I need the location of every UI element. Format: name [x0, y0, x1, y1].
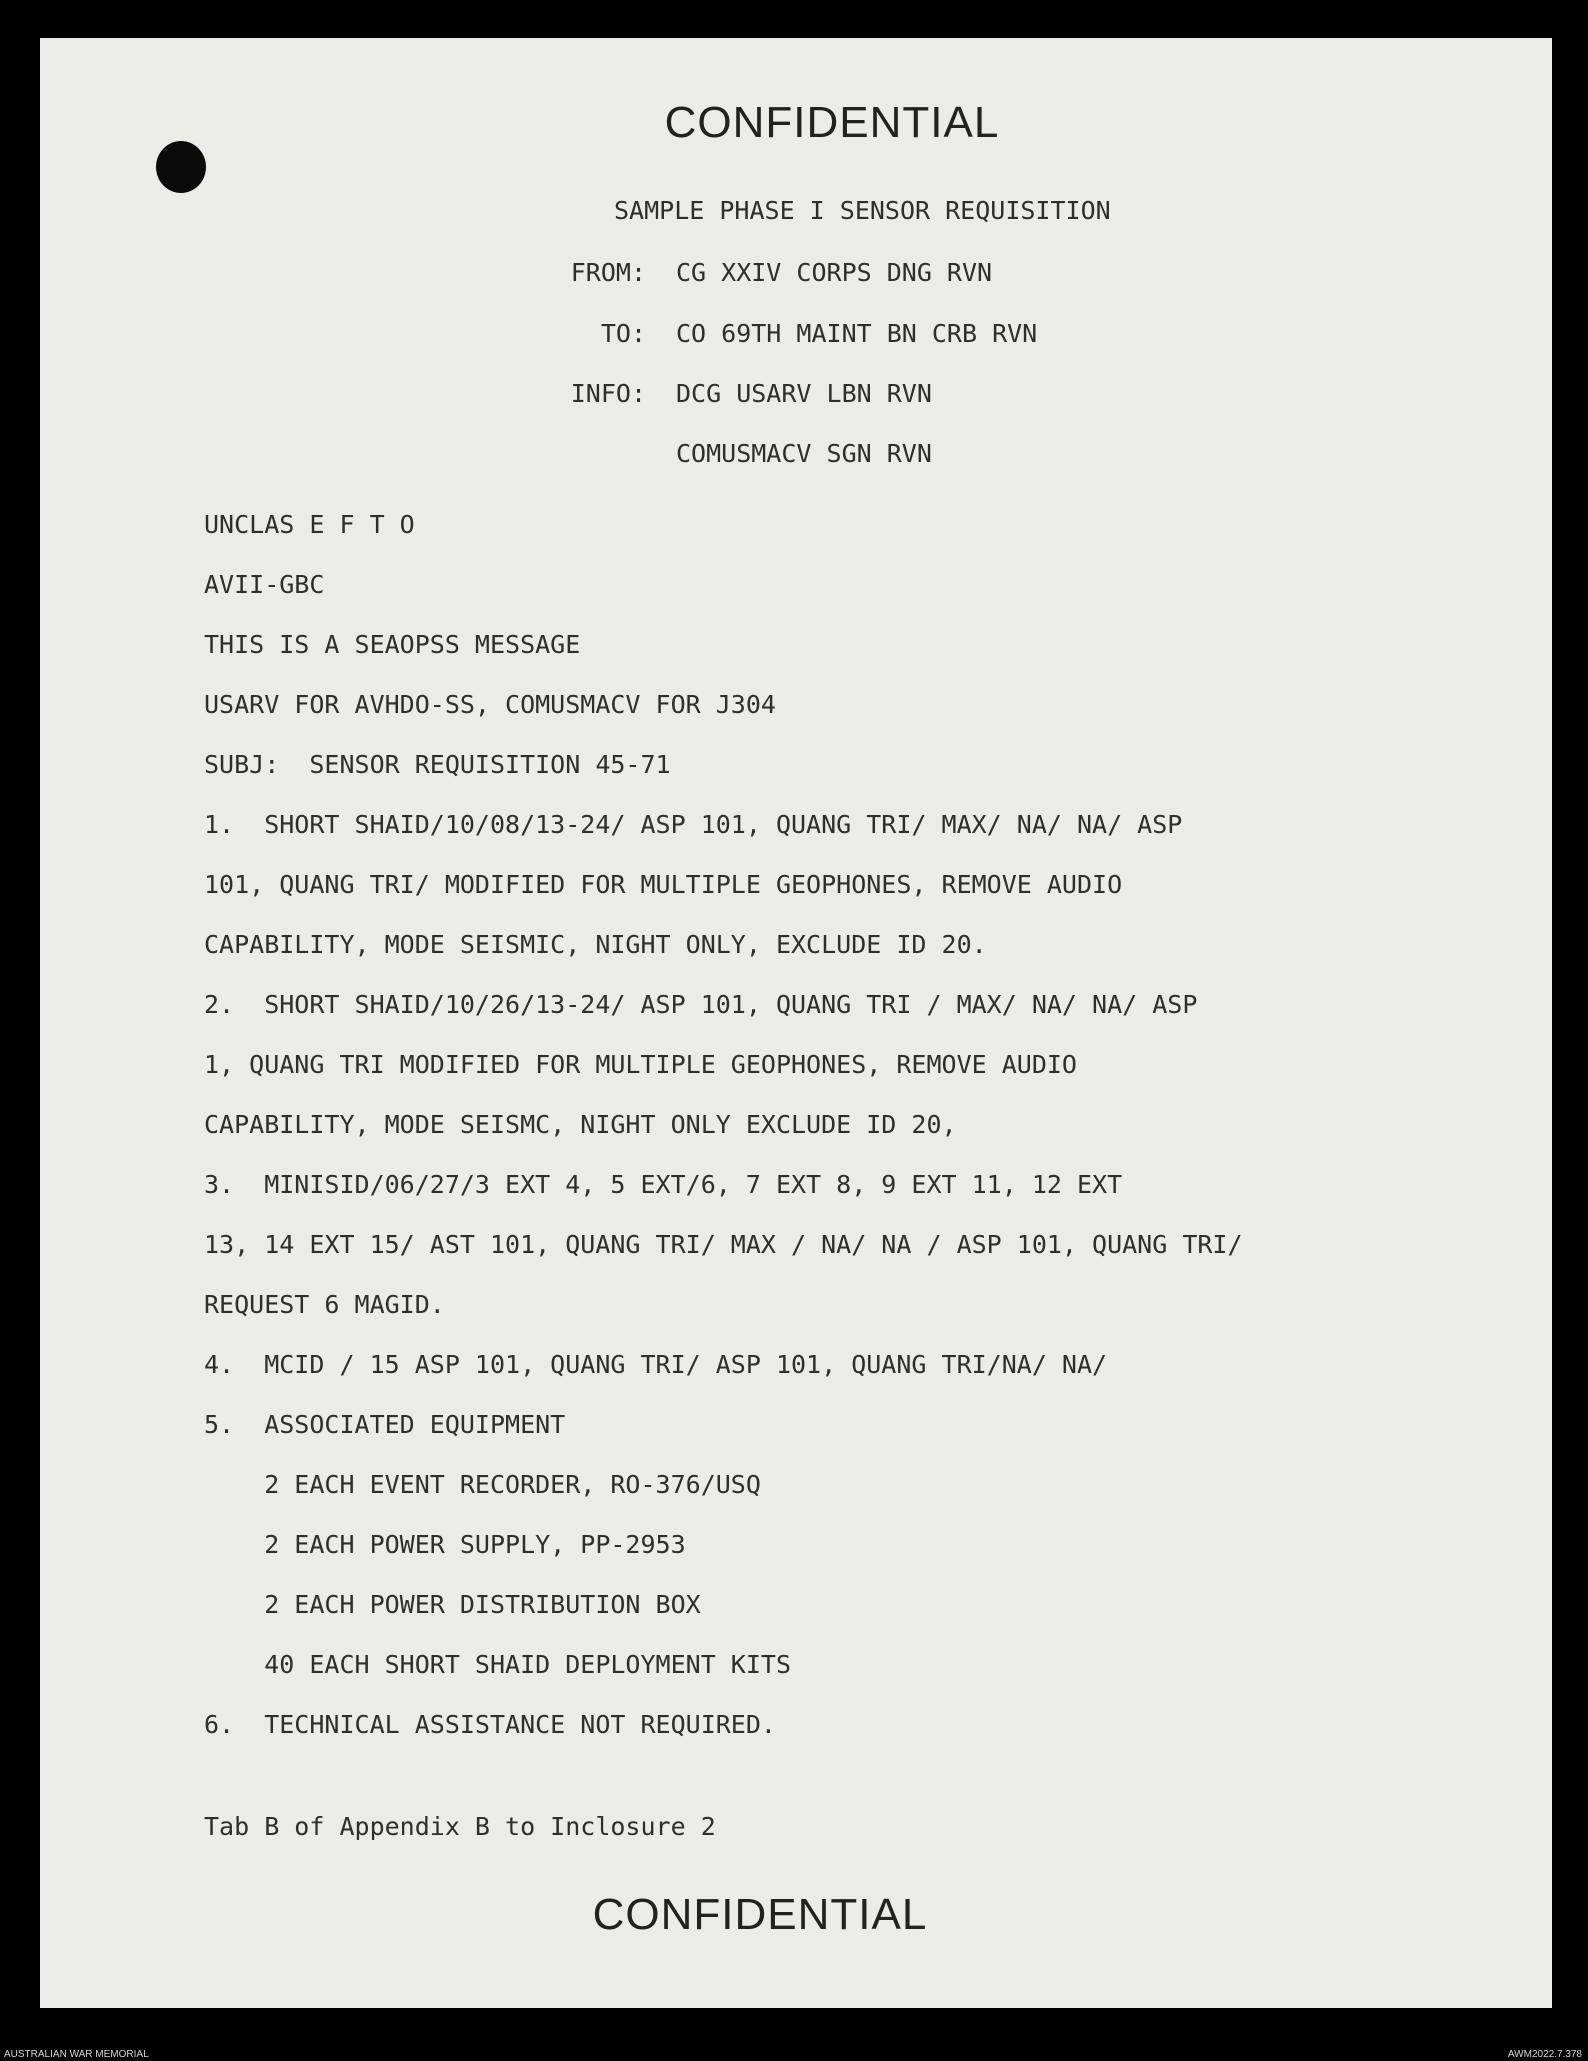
item-2-line: 1, QUANG TRI MODIFIED FOR MULTIPLE GEOPHONES, REMOVE AUDIO — [204, 1050, 1077, 1079]
body-line: THIS IS A SEAOPSS MESSAGE — [204, 630, 581, 659]
classification-stamp-bottom: CONFIDENTIAL — [592, 1890, 928, 1939]
equipment-line: 40 EACH SHORT SHAID DEPLOYMENT KITS — [204, 1650, 791, 1679]
item-3-line: REQUEST 6 MAGID. — [204, 1290, 445, 1319]
item-4-line: 4. MCID / 15 ASP 101, QUANG TRI/ ASP 101, QUANG TRI/NA/ NA/ — [204, 1350, 1108, 1379]
body-line: USARV FOR AVHDO-SS, COMUSMACV FOR J304 — [204, 690, 776, 719]
item-2-line: 2. SHORT SHAID/10/26/13-24/ ASP 101, QUANG TRI / MAX/ NA/ NA/ ASP — [204, 990, 1198, 1019]
item-1-line: CAPABILITY, MODE SEISMIC, NIGHT ONLY, EXCLUDE ID 20. — [204, 930, 987, 959]
from-value: CG XXIV CORPS DNG RVN — [676, 258, 993, 287]
item-3-line: 13, 14 EXT 15/ AST 101, QUANG TRI/ MAX / NA/ NA / ASP 101, QUANG TRI/ — [204, 1230, 1243, 1259]
punch-hole — [156, 141, 206, 193]
body-line: AVII-GBC — [204, 570, 325, 599]
document-page — [40, 38, 1552, 2008]
info-value-1: DCG USARV LBN RVN — [676, 379, 932, 408]
item-1-line: 1. SHORT SHAID/10/08/13-24/ ASP 101, QUANG TRI/ MAX/ NA/ NA/ ASP — [204, 810, 1183, 839]
classification-stamp-top: CONFIDENTIAL — [664, 98, 1000, 147]
item-5-line: 5. ASSOCIATED EQUIPMENT — [204, 1410, 566, 1439]
from-label: FROM: — [570, 258, 646, 287]
equipment-line: 2 EACH POWER SUPPLY, PP-2953 — [204, 1530, 686, 1559]
to-label: TO: — [600, 319, 646, 348]
archive-caption-left: AUSTRALIAN WAR MEMORIAL — [4, 2049, 149, 2060]
subject-line: SUBJ: SENSOR REQUISITION 45-71 — [204, 750, 671, 779]
info-value-2: COMUSMACV SGN RVN — [676, 439, 932, 468]
info-label: INFO: — [570, 379, 646, 408]
document-title: SAMPLE PHASE I SENSOR REQUISITION — [614, 196, 1111, 225]
item-2-line: CAPABILITY, MODE SEISMC, NIGHT ONLY EXCLUDE ID 20, — [204, 1110, 957, 1139]
item-6-line: 6. TECHNICAL ASSISTANCE NOT REQUIRED. — [204, 1710, 776, 1739]
equipment-line: 2 EACH EVENT RECORDER, RO-376/USQ — [204, 1470, 761, 1499]
item-1-line: 101, QUANG TRI/ MODIFIED FOR MULTIPLE GEOPHONES, REMOVE AUDIO — [204, 870, 1123, 899]
archive-caption-right: AWM2022.7.378 — [1507, 2049, 1582, 2060]
footer-note: Tab B of Appendix B to Inclosure 2 — [204, 1812, 716, 1841]
body-line: UNCLAS E F T O — [204, 510, 415, 539]
equipment-line: 2 EACH POWER DISTRIBUTION BOX — [204, 1590, 701, 1619]
item-3-line: 3. MINISID/06/27/3 EXT 4, 5 EXT/6, 7 EXT 8, 9 EXT 11, 12 EXT — [204, 1170, 1123, 1199]
to-value: CO 69TH MAINT BN CRB RVN — [676, 319, 1038, 348]
